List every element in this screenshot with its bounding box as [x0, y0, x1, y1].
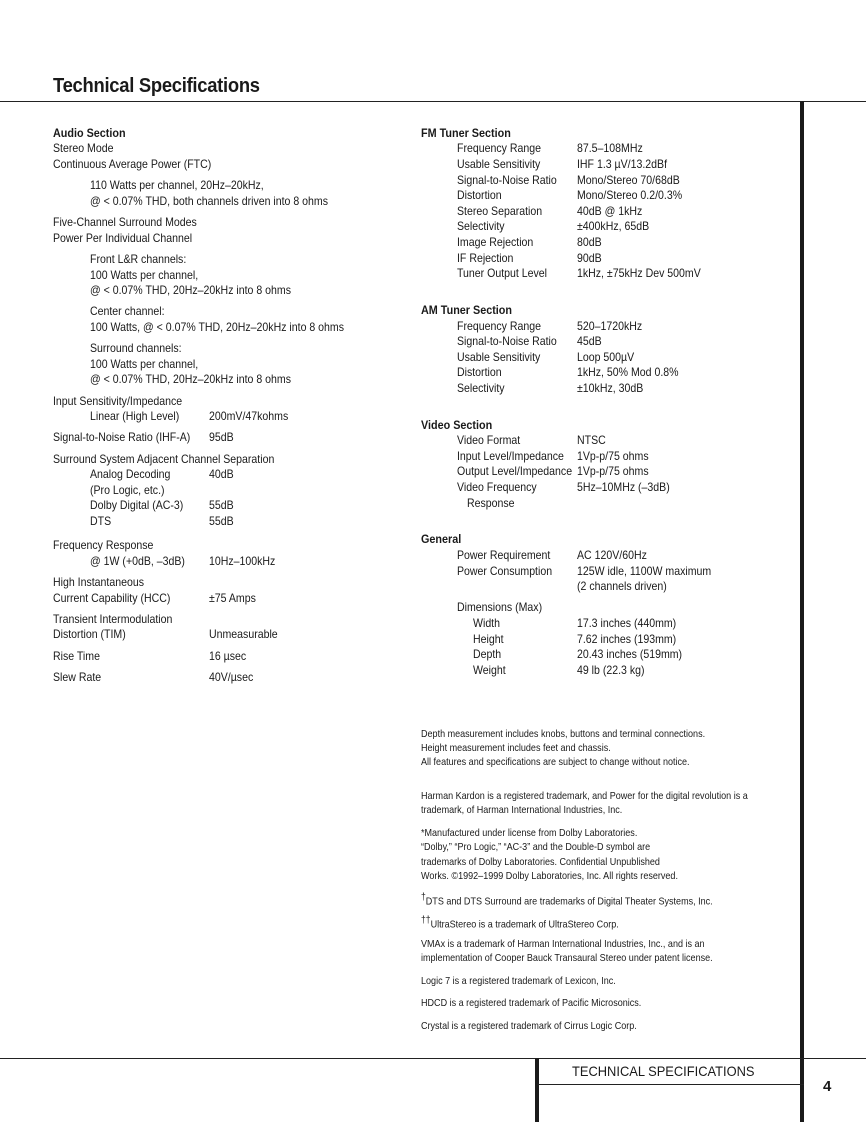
- audio-line: Stereo Mode: [53, 141, 114, 155]
- note-line: Crystal is a registered trademark of Cirrus Logic Corp.: [421, 1020, 637, 1032]
- audio-line: Frequency Response: [53, 538, 154, 552]
- audio-line: Power Per Individual Channel: [53, 231, 193, 245]
- audio-label: Analog Decoding: [90, 467, 171, 481]
- am-value: 45dB: [577, 334, 602, 348]
- audio-line: @ < 0.07% THD, both channels driven into 8 ohms: [90, 194, 328, 208]
- general-section-heading: General: [421, 532, 462, 546]
- general-value: 125W idle, 1100W maximum: [577, 564, 712, 578]
- note-line: [421, 914, 619, 932]
- audio-value: 40dB: [209, 467, 234, 481]
- fm-label: Usable Sensitivity: [457, 157, 541, 171]
- note-line: trademark, of Harman International Industries, Inc.: [421, 804, 623, 816]
- video-label: Response: [467, 496, 515, 510]
- audio-line: Center channel:: [90, 304, 165, 318]
- general-value: 20.43 inches (519mm): [577, 647, 683, 661]
- video-section-heading: Video Section: [421, 418, 493, 432]
- am-label: Selectivity: [457, 381, 505, 395]
- general-label: Height: [473, 632, 504, 646]
- audio-value: 55dB: [209, 498, 234, 512]
- general-label: Power Consumption: [457, 564, 553, 578]
- fm-label: Image Rejection: [457, 235, 534, 249]
- audio-line: Surround System Adjacent Channel Separation: [53, 452, 275, 466]
- video-label: Video Format: [457, 433, 521, 447]
- am-value: Loop 500µV: [577, 350, 635, 364]
- page-number: 4: [823, 1078, 832, 1095]
- dagger-mark: †: [421, 892, 426, 903]
- audio-value: 95dB: [209, 430, 234, 444]
- note-line: Depth measurement includes knobs, buttons and terminal connections.: [421, 728, 706, 740]
- right-vertical-rule: [800, 101, 804, 1122]
- audio-label: Distortion (TIM): [53, 627, 126, 641]
- general-value: AC 120V/60Hz: [577, 548, 647, 562]
- note-line: All features and specifications are subject to change without notice.: [421, 756, 690, 768]
- note-line: implementation of Cooper Bauck Transaural Stereo under patent license.: [421, 952, 713, 964]
- audio-value: 55dB: [209, 514, 234, 528]
- fm-label: IF Rejection: [457, 251, 514, 265]
- video-value: 1Vp-p/75 ohms: [577, 449, 649, 463]
- audio-line: 100 Watts per channel,: [90, 357, 199, 371]
- fm-label: Signal-to-Noise Ratio: [457, 173, 557, 187]
- general-label: Depth: [473, 647, 502, 661]
- audio-label: @ 1W (+0dB, –3dB): [90, 554, 185, 568]
- fm-value: IHF 1.3 µV/13.2dBf: [577, 157, 668, 171]
- fm-value: Mono/Stereo 0.2/0.3%: [577, 188, 683, 202]
- audio-line: 110 Watts per channel, 20Hz–20kHz,: [90, 178, 264, 192]
- audio-line: Surround channels:: [90, 341, 182, 355]
- fm-value: 87.5–108MHz: [577, 141, 643, 155]
- fm-value: 90dB: [577, 251, 602, 265]
- fm-value: 40dB @ 1kHz: [577, 204, 643, 218]
- bottom-rule: [0, 1058, 866, 1059]
- general-value: (2 channels driven): [577, 579, 667, 593]
- audio-line: 100 Watts per channel,: [90, 268, 199, 282]
- video-value: 1Vp-p/75 ohms: [577, 464, 649, 478]
- note-line: [421, 891, 713, 909]
- note-line: *Manufactured under license from Dolby Laboratories.: [421, 827, 638, 839]
- audio-label: Rise Time: [53, 649, 100, 663]
- audio-label: Dolby Digital (AC-3): [90, 498, 184, 512]
- note-line: HDCD is a registered trademark of Pacific Microsonics.: [421, 997, 642, 1009]
- footer-section-label: TECHNICAL SPECIFICATIONS: [572, 1063, 755, 1079]
- audio-line: Input Sensitivity/Impedance: [53, 394, 183, 408]
- general-label: Weight: [473, 663, 506, 677]
- fm-label: Selectivity: [457, 219, 505, 233]
- note-line: VMAx is a trademark of Harman International Industries, Inc., and is an: [421, 938, 705, 950]
- am-value: ±10kHz, 30dB: [577, 381, 644, 395]
- video-value: NTSC: [577, 433, 606, 447]
- fm-label: Tuner Output Level: [457, 266, 548, 280]
- audio-line: Front L&R channels:: [90, 252, 187, 266]
- audio-label: Signal-to-Noise Ratio (IHF-A): [53, 430, 191, 444]
- double-dagger-mark: ††: [421, 915, 431, 926]
- am-label: Distortion: [457, 365, 502, 379]
- audio-value: Unmeasurable: [209, 627, 278, 641]
- am-label: Usable Sensitivity: [457, 350, 541, 364]
- fm-label: Stereo Separation: [457, 204, 543, 218]
- audio-value: 40V/µsec: [209, 670, 254, 684]
- note-line: Works. ©1992–1999 Dolby Laboratories, Inc. All rights reserved.: [421, 870, 678, 882]
- note-line: Logic 7 is a registered trademark of Lexicon, Inc.: [421, 975, 616, 987]
- footer-vertical-rule: [535, 1058, 539, 1122]
- note-line: Height measurement includes feet and chassis.: [421, 742, 611, 754]
- audio-line: Transient Intermodulation: [53, 612, 173, 626]
- audio-line: High Instantaneous: [53, 575, 144, 589]
- audio-value: 16 µsec: [209, 649, 247, 663]
- video-value: 5Hz–10MHz (–3dB): [577, 480, 670, 494]
- audio-line: @ < 0.07% THD, 20Hz–20kHz into 8 ohms: [90, 372, 291, 386]
- note-line: “Dolby,” “Pro Logic,” “AC-3” and the Double-D symbol are: [421, 841, 651, 853]
- fm-label: Distortion: [457, 188, 502, 202]
- fm-value: 80dB: [577, 235, 602, 249]
- audio-value: 200mV/47kohms: [209, 409, 289, 423]
- video-label: Output Level/Impedance: [457, 464, 573, 478]
- page-title: Technical Specifications: [53, 75, 260, 97]
- video-label: Input Level/Impedance: [457, 449, 564, 463]
- audio-line: (Pro Logic, etc.): [90, 483, 165, 497]
- general-value: 7.62 inches (193mm): [577, 632, 677, 646]
- am-section-heading: AM Tuner Section: [421, 303, 513, 317]
- top-rule: [0, 101, 866, 102]
- audio-line: Continuous Average Power (FTC): [53, 157, 212, 171]
- fm-label: Frequency Range: [457, 141, 541, 155]
- general-label: Power Requirement: [457, 548, 551, 562]
- audio-label: Slew Rate: [53, 670, 102, 684]
- audio-line: @ < 0.07% THD, 20Hz–20kHz into 8 ohms: [90, 283, 291, 297]
- audio-section-heading: Audio Section: [53, 126, 126, 140]
- am-value: 1kHz, 50% Mod 0.8%: [577, 365, 679, 379]
- general-value: 49 lb (22.3 kg): [577, 663, 645, 677]
- audio-line: 100 Watts, @ < 0.07% THD, 20Hz–20kHz into 8 ohms: [90, 320, 345, 334]
- general-value: 17.3 inches (440mm): [577, 616, 677, 630]
- audio-label: DTS: [90, 514, 112, 528]
- audio-value: ±75 Amps: [209, 591, 256, 605]
- audio-label: Linear (High Level): [90, 409, 180, 423]
- audio-value: 10Hz–100kHz: [209, 554, 276, 568]
- fm-value: Mono/Stereo 70/68dB: [577, 173, 680, 187]
- am-label: Signal-to-Noise Ratio: [457, 334, 557, 348]
- note-text: DTS and DTS Surround are trademarks of Digital Theater Systems, Inc.: [425, 895, 713, 908]
- fm-value: ±400kHz, 65dB: [577, 219, 650, 233]
- general-label: Width: [473, 616, 501, 630]
- note-text: UltraStereo is a trademark of UltraStereo Corp.: [430, 918, 619, 931]
- video-label: Video Frequency: [457, 480, 537, 494]
- fm-section-heading: FM Tuner Section: [421, 126, 511, 140]
- audio-line: Five-Channel Surround Modes: [53, 215, 197, 229]
- audio-label: Current Capability (HCC): [53, 591, 171, 605]
- note-line: trademarks of Dolby Laboratories. Confidential Unpublished: [421, 856, 660, 868]
- general-label: Dimensions (Max): [457, 600, 543, 614]
- am-value: 520–1720kHz: [577, 319, 643, 333]
- am-label: Frequency Range: [457, 319, 541, 333]
- note-line: Harman Kardon is a registered trademark, and Power for the digital revolution is a: [421, 790, 748, 802]
- fm-value: 1kHz, ±75kHz Dev 500mV: [577, 266, 701, 280]
- footer-underline: [537, 1084, 804, 1085]
